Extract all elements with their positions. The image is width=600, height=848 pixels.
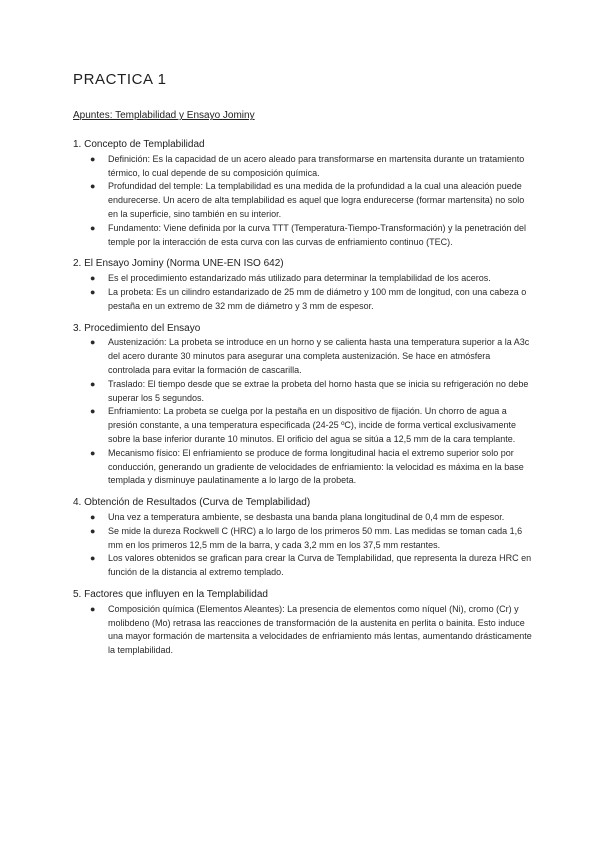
list-item <box>90 272 533 286</box>
list-item <box>90 336 533 377</box>
bullet-dot-icon: ● <box>90 286 96 297</box>
bullet-dot-icon: ● <box>90 525 96 536</box>
bullet-dot-icon: ● <box>90 406 96 417</box>
section <box>73 322 533 489</box>
list-item-text: Es el procedimiento estandarizado más utilizado para determinar la templabilidad de los aceros. <box>108 273 491 284</box>
list-item <box>90 525 533 553</box>
document-subtitle: Apuntes: Templabilidad y Ensayo Jominy <box>73 110 255 121</box>
list-item <box>90 552 533 580</box>
list-item-text: Profundidad del temple: La templabilidad es una medida de la profundidad a la cual una aleación puede endurecerse. Un acero de alta templabilidad es aquel que logra endurecerse (formar martensita) no solo en la superficie, sino también en su interior. <box>108 181 525 219</box>
section <box>73 588 533 658</box>
bullet-list <box>73 272 533 313</box>
bullet-dot-icon: ● <box>90 222 96 233</box>
document-title: PRACTICA 1 <box>73 71 167 88</box>
list-item-text: Una vez a temperatura ambiente, se desbasta una banda plana longitudinal de 0,4 mm de espesor. <box>108 511 505 522</box>
bullet-dot-icon: ● <box>90 273 96 284</box>
section-heading: 1. Concepto de Templabilidad <box>73 139 205 150</box>
list-item <box>90 511 533 525</box>
list-item-text: Traslado: El tiempo desde que se extrae la probeta del horno hasta que se inicia su refrigeración no debe superar los 5 segundos. <box>108 378 529 403</box>
list-item-text: Se mide la dureza Rockwell C (HRC) a lo largo de los primeros 50 mm. Las medidas se toman cada 1,6 mm en los primeros 12,5 mm de la barra, y cada 3,2 mm en los 37,5 mm restantes. <box>108 525 523 550</box>
list-item <box>90 405 533 446</box>
bullet-dot-icon: ● <box>90 337 96 348</box>
list-item-text: Fundamento: Viene definida por la curva TTT (Temperatura-Tiempo-Transformación) y la penetración del temple por la interacción de esta curva con las curvas de enfriamiento continuo (TEC). <box>108 222 527 247</box>
section <box>73 496 533 580</box>
bullet-list <box>73 336 533 488</box>
bullet-list <box>73 603 533 658</box>
bullet-list <box>73 511 533 580</box>
list-item <box>90 222 533 250</box>
bullet-dot-icon: ● <box>90 511 96 522</box>
section-heading: 5. Factores que influyen en la Templabilidad <box>73 588 268 600</box>
list-item <box>90 286 533 314</box>
bullet-list <box>73 153 533 250</box>
list-item-text: Mecanismo físico: El enfriamiento se produce de forma longitudinal hacia el extremo superior solo por conducción, generando un gradiente de velocidades de enfriamiento: la velocidad es máxima en la base templada y disminuye paulatinamente a lo largo de la probeta. <box>108 447 524 486</box>
bullet-dot-icon: ● <box>90 153 96 164</box>
list-item-text: Definición: Es la capacidad de un acero aleado para transformarse en martensita durante un tratamiento térmico, lo cual depende de su composición química. <box>108 153 525 178</box>
list-item-text: Los valores obtenidos se grafican para crear la Curva de Templabilidad, que representa la dureza HRC en función de la distancia al extremo templado. <box>108 553 532 578</box>
bullet-dot-icon: ● <box>90 447 96 458</box>
list-item <box>90 153 533 181</box>
document-body <box>73 132 533 666</box>
section <box>73 257 533 313</box>
list-item-text: La probeta: Es un cilindro estandarizado de 25 mm de diámetro y 100 mm de longitud, con una cabeza o pestaña en un extremo de 32 mm de diámetro y 3 mm de espesor. <box>108 286 527 311</box>
list-item-text: Enfriamiento: La probeta se cuelga por la pestaña en un dispositivo de fijación. Un chorro de agua a presión constante, a una temperatura especificada (24-25 ºC), incide de forma vertical exclusivamente sobre la base inferior durante 10 minutos. El orificio del agua se sitúa a 12,5 mm de la cara templante. <box>108 406 516 444</box>
section-heading: 2. El Ensayo Jominy (Norma UNE-EN ISO 642) <box>73 258 284 270</box>
section-heading: 4. Obtención de Resultados (Curva de Templabilidad) <box>73 497 311 509</box>
list-item-text: Austenización: La probeta se introduce en un horno y se calienta hasta una temperatura superior a la A3c del acero durante 30 minutos para asegurar una completa austenización. Se hace en atmósfera controlada para evitar la formación de cascarilla. <box>108 337 530 375</box>
list-item <box>90 603 533 658</box>
bullet-dot-icon: ● <box>90 378 96 389</box>
section-heading: 3. Procedimiento del Ensayo <box>73 322 201 334</box>
list-item-text: Composición química (Elementos Aleantes): La presencia de elementos como níquel (Ni), cromo (Cr) y molibdeno (Mo) retrasa las reacciones de transformación de la austenita en perlita o bainita. Esto induce una mayor formación de martensita a velocidades de enfriamiento más lentas, aumentando drásticamente la templabilidad. <box>108 603 532 656</box>
bullet-dot-icon: ● <box>90 603 96 614</box>
bullet-dot-icon: ● <box>90 181 96 192</box>
list-item <box>90 447 533 488</box>
bullet-dot-icon: ● <box>90 553 96 564</box>
list-item <box>90 180 533 221</box>
section <box>73 138 533 249</box>
list-item <box>90 378 533 406</box>
